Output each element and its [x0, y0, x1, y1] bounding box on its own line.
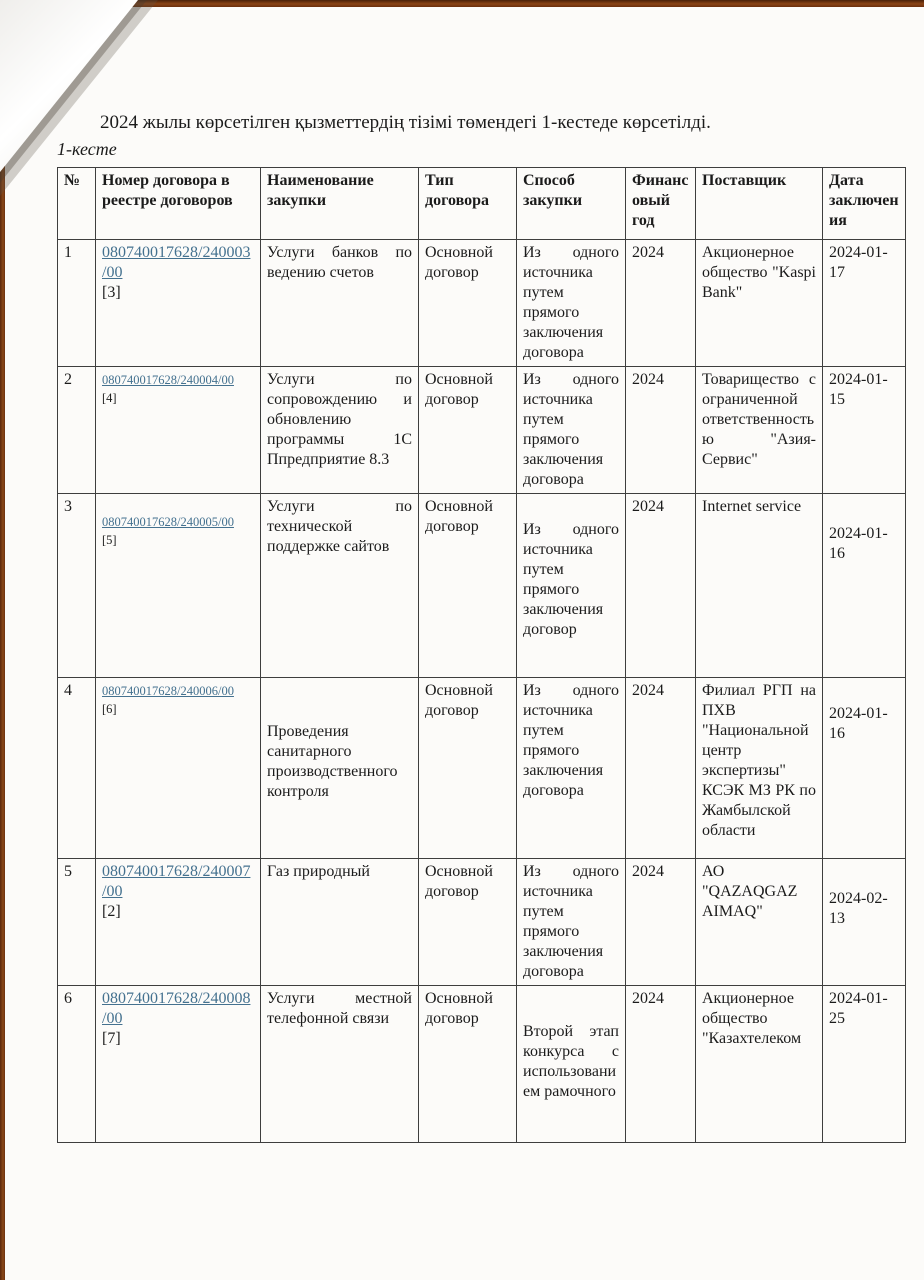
- header-name: Наименование закупки: [261, 168, 419, 240]
- contract-ref: [7]: [102, 1030, 121, 1047]
- cell-date: 2024-01-17: [823, 240, 906, 367]
- cell-num: 2: [58, 367, 96, 494]
- cell-type: Основной договор: [419, 240, 517, 367]
- doc-title: 2024 жылы көрсетілген қызметтердің тізімі төмендегі 1-кестеде көрсетілді.: [100, 112, 711, 133]
- cell-year: 2024: [626, 859, 696, 986]
- cell-year: 2024: [626, 678, 696, 859]
- cell-name: Услуги по технической поддержке сайтов: [261, 494, 419, 678]
- cell-method: Второй этап конкурса с использованием рамочного: [517, 986, 626, 1143]
- cell-supplier: Филиал РГП на ПХВ "Национальной центр экспертизы" КСЭК МЗ РК по Жамбылской области: [696, 678, 823, 859]
- cell-date: 2024-01-15: [823, 367, 906, 494]
- cell-name: Газ природный: [261, 859, 419, 986]
- cell-supplier: Акционерное общество "Казахтелеком: [696, 986, 823, 1143]
- cell-num: 6: [58, 986, 96, 1143]
- cell-type: Основной договор: [419, 986, 517, 1143]
- header-num: №: [58, 168, 96, 240]
- table-row: [58, 859, 906, 986]
- cell-year: 2024: [626, 367, 696, 494]
- cell-num: 1: [58, 240, 96, 367]
- cell-method: Из одного источника путем прямого заключения договор: [517, 494, 626, 678]
- cell-type: Основной договор: [419, 494, 517, 678]
- header-supplier: Поставщик: [696, 168, 823, 240]
- cell-date: 2024-01-16: [823, 678, 906, 859]
- cell-num: 3: [58, 494, 96, 678]
- cell-date: 2024-01-16: [823, 494, 906, 678]
- table-row: [58, 986, 906, 1143]
- contract-link[interactable]: 080740017628/240007/00: [102, 863, 251, 900]
- cell-year: 2024: [626, 986, 696, 1143]
- table-caption: 1-кесте: [57, 139, 117, 159]
- cell-method: Из одного источника путем прямого заключения договора: [517, 240, 626, 367]
- cell-name: Услуги местной телефонной связи: [261, 986, 419, 1143]
- cell-method: Из одного источника путем прямого заключения договора: [517, 859, 626, 986]
- cell-supplier: АО "QAZAQGAZ AIMAQ": [696, 859, 823, 986]
- contract-link[interactable]: 080740017628/240004/00: [102, 373, 234, 387]
- table-row: [58, 367, 906, 494]
- table-header-row: [58, 168, 906, 240]
- cell-contract: [96, 367, 261, 494]
- cell-type: Основной договор: [419, 859, 517, 986]
- contract-link[interactable]: 080740017628/240006/00: [102, 684, 234, 698]
- header-date: Дата заключения: [823, 168, 906, 240]
- cell-method: Из одного источника путем прямого заключения договора: [517, 678, 626, 859]
- cell-type: Основной договор: [419, 367, 517, 494]
- contract-ref: [4]: [102, 391, 117, 405]
- cell-supplier: Товарищество с ограниченной ответственностью "Азия-Сервис": [696, 367, 823, 494]
- table-row: [58, 240, 906, 367]
- cell-supplier: Акционерное общество "Kaspi Bank": [696, 240, 823, 367]
- cell-contract: [96, 494, 261, 678]
- table-row: [58, 494, 906, 678]
- header-contract: Номер договора в реестре договоров: [96, 168, 261, 240]
- contract-link[interactable]: 080740017628/240005/00: [102, 515, 234, 529]
- cell-num: 5: [58, 859, 96, 986]
- cell-year: 2024: [626, 240, 696, 367]
- cell-name: Услуги банков по ведению счетов: [261, 240, 419, 367]
- table-row: [58, 678, 906, 859]
- cell-contract: [96, 678, 261, 859]
- cell-contract: [96, 859, 261, 986]
- contracts-table: [57, 167, 906, 1143]
- contract-ref: [5]: [102, 533, 117, 547]
- cell-supplier: Internet service: [696, 494, 823, 678]
- cell-date: 2024-02-13: [823, 859, 906, 986]
- contract-ref: [6]: [102, 702, 117, 716]
- cell-date: 2024-01-25: [823, 986, 906, 1143]
- contract-link[interactable]: 080740017628/240003/00: [102, 244, 251, 281]
- cell-num: 4: [58, 678, 96, 859]
- cell-method: Из одного источника путем прямого заключения договора: [517, 367, 626, 494]
- header-type: Тип договора: [419, 168, 517, 240]
- contract-ref: [3]: [102, 284, 121, 301]
- cell-type: Основной договор: [419, 678, 517, 859]
- contract-ref: [2]: [102, 903, 121, 920]
- cell-contract: [96, 986, 261, 1143]
- cell-name: Проведения санитарного производственного контроля: [261, 678, 419, 859]
- contract-link[interactable]: 080740017628/240008/00: [102, 990, 251, 1027]
- cell-contract: [96, 240, 261, 367]
- cell-name: Услуги по сопровождению и обновлению программы 1С Ппредприятие 8.3: [261, 367, 419, 494]
- header-method: Способ закупки: [517, 168, 626, 240]
- header-year: Финансовый год: [626, 168, 696, 240]
- cell-year: 2024: [626, 494, 696, 678]
